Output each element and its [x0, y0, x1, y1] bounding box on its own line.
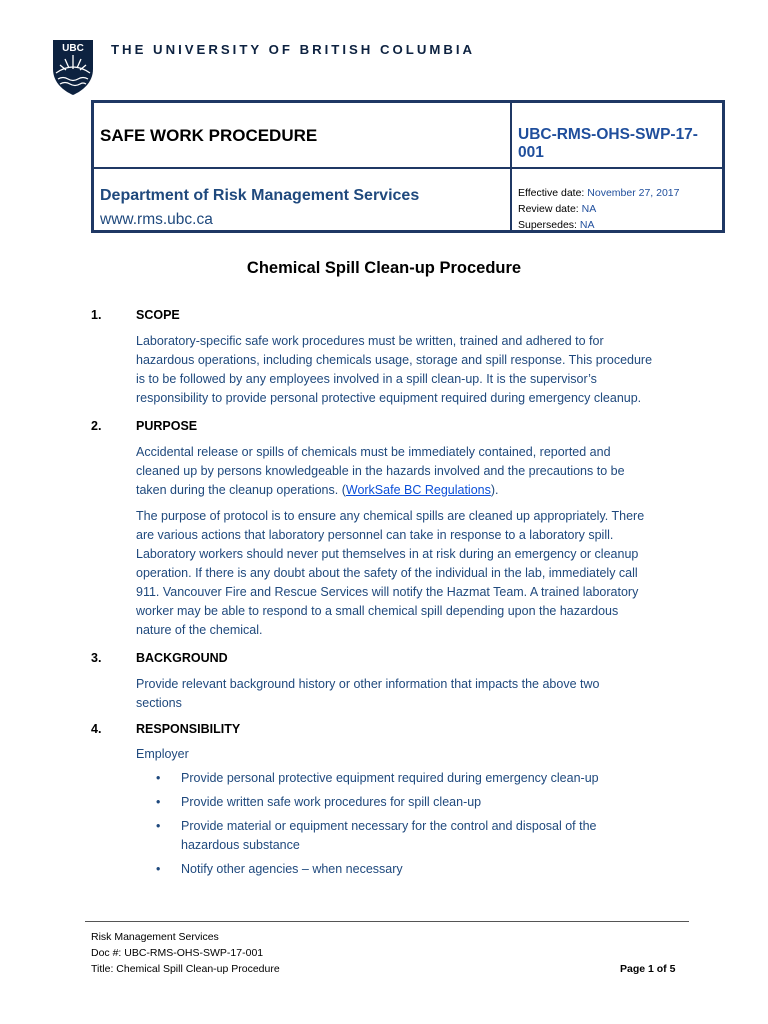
- section-heading-purpose: [91, 419, 197, 433]
- logo-text: UBC: [62, 43, 84, 54]
- review-date-value: NA: [581, 203, 597, 215]
- text-line: Laboratory workers should never put themselves in at risk during an emergency or cleanup: [136, 547, 639, 561]
- footer-org: Risk Management Services: [91, 931, 219, 943]
- list-item-text: Provide material or equipment necessary for the control and disposal of the: [181, 819, 597, 833]
- bullet-icon: •: [156, 771, 161, 785]
- text-line: sections: [136, 696, 182, 710]
- department-name: Department of Risk Management Services: [100, 187, 420, 204]
- text-segment: ).: [490, 483, 499, 497]
- section-heading-scope: [91, 308, 180, 322]
- list-item-text: Notify other agencies – when necessary: [181, 862, 403, 876]
- effective-date-value: November 27, 2017: [587, 187, 680, 199]
- supersedes-row: [518, 217, 680, 233]
- employer-subheading: Employer: [136, 747, 189, 761]
- text-line: hazardous operations, including chemicals usage, storage and spill response. This procedure: [136, 353, 653, 367]
- text-line: [136, 481, 716, 500]
- text-line: are various actions that laboratory personnel can take in response to a laboratory spill.: [136, 528, 614, 542]
- scope-paragraph: [136, 332, 716, 408]
- ubc-logo: [52, 39, 94, 96]
- purpose-paragraph-2: [136, 507, 716, 640]
- section-heading-background: [91, 651, 228, 665]
- table-divider-horizontal: [94, 167, 722, 169]
- text-line: worker may be able to respond to a small chemical spill depending upon the hazardous: [136, 604, 619, 618]
- review-date-label: Review date:: [518, 203, 582, 215]
- procedure-type-title: SAFE WORK PROCEDURE: [100, 126, 318, 145]
- bullet-icon: •: [156, 862, 161, 876]
- footer-divider: [85, 921, 689, 922]
- purpose-paragraph-1: [136, 443, 716, 500]
- text-line: cleaned up by persons knowledgeable in the hazards involved and the precautions to be: [136, 464, 625, 478]
- text-line: Laboratory-specific safe work procedures must be written, trained and adhered to for: [136, 334, 604, 348]
- section-title: BACKGROUND: [136, 651, 228, 665]
- section-title: RESPONSIBILITY: [136, 722, 241, 736]
- list-item-text: Provide written safe work procedures for spill clean-up: [181, 795, 482, 809]
- text-line: is to be followed by any employees involved in a spill clean-up. It is the supervisor’s: [136, 372, 597, 386]
- bullet-icon: •: [156, 819, 161, 833]
- section-heading-responsibility: [91, 722, 240, 736]
- supersedes-label: Supersedes:: [518, 219, 580, 231]
- effective-date-row: [518, 185, 680, 201]
- university-name: THE UNIVERSITY OF BRITISH COLUMBIA: [111, 42, 476, 57]
- department-url[interactable]: www.rms.ubc.ca: [100, 211, 213, 228]
- text-line: The purpose of protocol is to ensure any chemical spills are cleaned up appropriately. There: [136, 509, 645, 523]
- section-number: 3.: [91, 651, 102, 665]
- footer-doc-number: Doc #: UBC-RMS-OHS-SWP-17-001: [91, 947, 264, 959]
- document-title: Chemical Spill Clean-up Procedure: [246, 259, 522, 277]
- worksafe-bc-link[interactable]: WorkSafe BC Regulations: [345, 483, 491, 497]
- text-line: responsibility to provide personal protective equipment required during emergency cleanup.: [136, 391, 642, 405]
- procedure-info-table: [91, 100, 725, 233]
- supersedes-value: NA: [579, 219, 595, 231]
- document-code: UBC-RMS-OHS-SWP-17-001: [518, 126, 698, 161]
- text-line: nature of the chemical.: [136, 623, 263, 637]
- section-title: PURPOSE: [136, 419, 198, 433]
- section-number: 2.: [91, 419, 102, 433]
- section-title: SCOPE: [136, 308, 180, 322]
- review-date-row: [518, 201, 680, 217]
- text-segment: taken during the cleanup operations. (: [136, 483, 346, 497]
- document-dates: [518, 185, 680, 233]
- text-line: 911. Vancouver Fire and Rescue Services will notify the Hazmat Team. A trained laboratory: [136, 585, 639, 599]
- list-item-text: hazardous substance: [181, 838, 300, 852]
- section-number: 4.: [91, 722, 102, 736]
- section-number: 1.: [91, 308, 102, 322]
- text-line: operation. If there is any doubt about the safety of the individual in the lab, immediately call: [136, 566, 638, 580]
- text-line: Accidental release or spills of chemicals must be immediately contained, reported and: [136, 445, 611, 459]
- text-line: Provide relevant background history or other information that impacts the above two: [136, 677, 600, 691]
- background-paragraph: [136, 675, 716, 713]
- list-item-text: Provide personal protective equipment required during emergency clean-up: [181, 771, 599, 785]
- footer-title: Title: Chemical Spill Clean-up Procedure: [91, 963, 280, 975]
- bullet-icon: •: [156, 795, 161, 809]
- effective-date-label: Effective date:: [518, 187, 588, 199]
- page-number: Page 1 of 5: [620, 963, 676, 975]
